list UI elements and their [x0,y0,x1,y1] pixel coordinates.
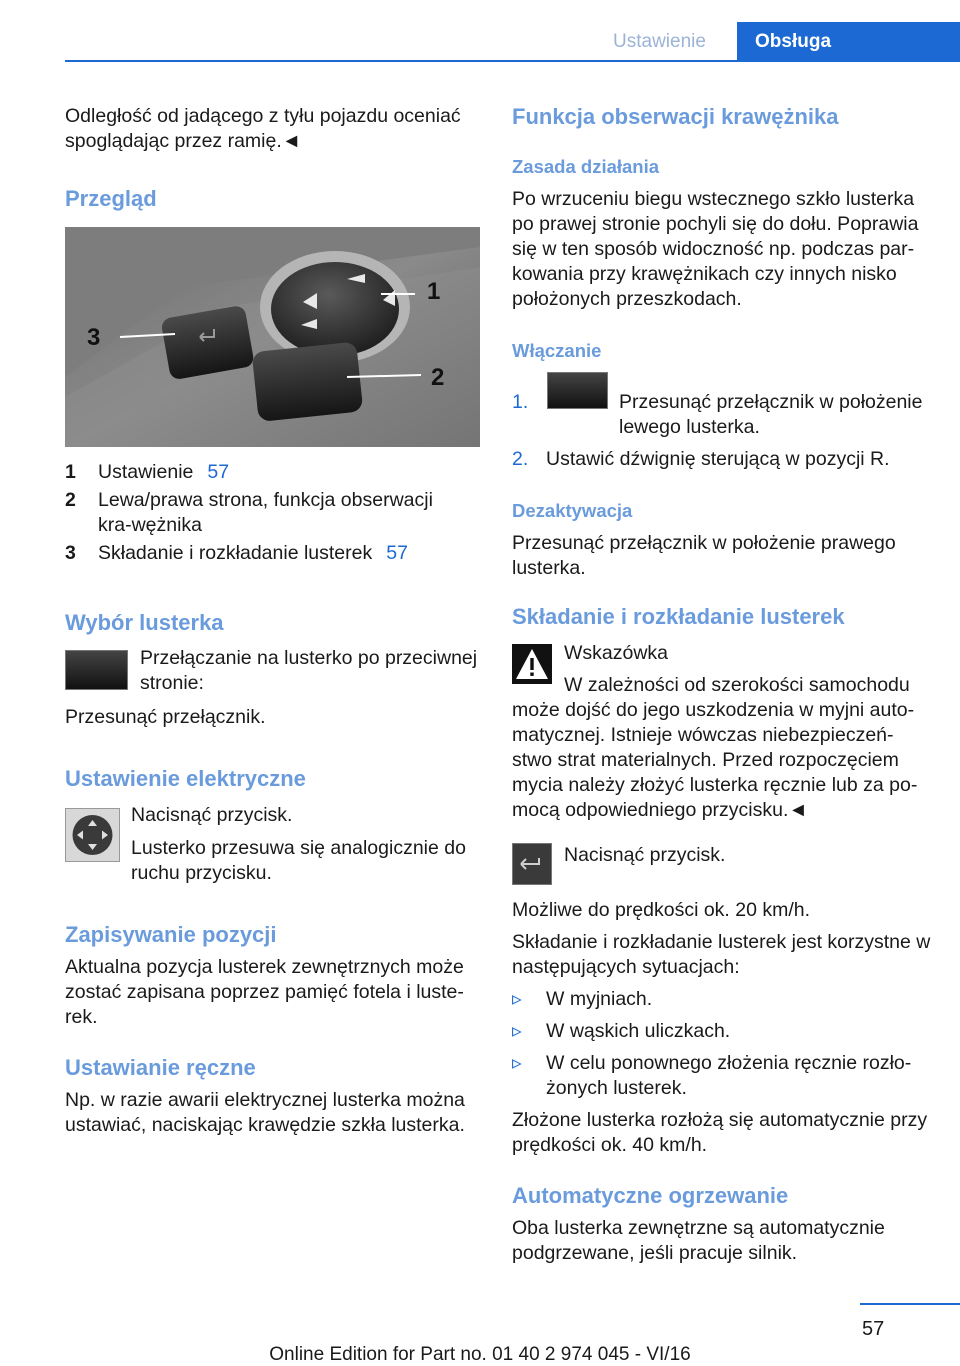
bullet-marker: ▹ [512,1020,522,1042]
electric-adjust-text2: Lusterko przesuwa się analogicznie do ruchu przycisku. [131,837,466,884]
step-number: 2. [512,448,529,470]
legend-number: 3 [65,542,76,564]
mirror-select-action: Przesunąć przełącznik. [65,706,266,728]
fold-press-text: Nacisnąć przycisk. [564,844,726,866]
deactivation-text: Przesunąć przełącznik w położenie prawego lusterka. [512,532,896,579]
heating-text: Oba lusterka zewnętrzne są automatycznie podgrzewane, jeśli pracuje silnik. [512,1217,885,1264]
fold-auto-text: Złożone lusterka rozłożą się automatycznie przy prędkości ok. 40 km/h. [512,1109,928,1156]
footer-edition: Online Edition for Part no. 01 40 2 974 045 - VI/16 [269,1344,691,1365]
legend-item [65,488,480,538]
legend-text: Ustawienie [98,461,194,483]
fold-mirrors-heading: Składanie i rozkładanie lusterek [512,604,845,629]
warning-text: W zależności od szerokości samochodu może dojść do jego uszkodzenia w myjni auto‐matycznej. Istnieje wówczas niebezpieczeń‐stwo strat materialnych. Przed rozpoczęciem mycia należy złożyć lusterka ręcznie lub za po‐mocą odpowiedniego przycisku.◄ [512,674,918,821]
electric-adjust-heading: Ustawienie elektryczne [65,766,306,791]
bullet-item: W wąskich uliczkach. [546,1020,731,1042]
overview-heading: Przegląd [65,186,157,211]
mirror-select-text: Przełączanie na lusterko po przeciwnej stronie: [140,647,478,694]
step-text: Ustawić dźwignię sterującą w pozycji R. [546,448,890,470]
principle-heading: Zasada działania [512,156,660,177]
selector-switch-icon [547,372,608,409]
page-ref-link[interactable]: 57 [386,542,408,564]
curb-function-heading: Funkcja obserwacji krawężnika [512,104,839,129]
mirror-switch-photo [65,227,480,447]
principle-text: Po wrzuceniu biegu wstecznego szkło lusterka po prawej stronie pochyli się do dołu. Poprawia się w ten sposób widoczność np. podczas par‐kowania przy krawężnikach czy innych nisko położonych przeszkodach. [512,188,919,310]
legend-item [65,541,480,566]
bullet-item: W myjniach. [546,988,653,1010]
step-number: 1. [512,391,529,413]
heating-heading: Automatyczne ogrzewanie [512,1183,789,1208]
deactivation-heading: Dezaktywacja [512,500,633,521]
footer-rule [860,1303,960,1305]
svg-text:3: 3 [87,324,101,351]
fold-useful-text: Składanie i rozkładanie lusterek jest korzystne w następujących sytuacjach: [512,931,931,978]
bullet-marker: ▹ [512,1052,522,1074]
legend-text: Składanie i rozkładanie lusterek [98,542,373,564]
legend-number: 2 [65,489,76,511]
fold-button-icon [512,843,552,885]
manual-adjust-text: Np. w razie awarii elektrycznej lusterka można ustawiać, naciskając krawędzie szkła lusterka. [65,1089,465,1136]
header-section-tab[interactable]: Ustawienie [613,31,706,52]
adjust-knob-icon [65,808,120,862]
save-position-text: Aktualna pozycja lusterek zewnętrznych może zostać zapisana poprzez pamięć fotela i luste‐rek. [65,956,464,1028]
save-position-heading: Zapisywanie pozycji [65,922,277,947]
page-number: 57 [862,1318,885,1340]
svg-text:2: 2 [431,364,445,391]
photo-legend [65,460,480,566]
legend-item [65,460,480,485]
manual-adjust-heading: Ustawianie ręczne [65,1055,256,1080]
selector-switch-icon [65,650,128,690]
warning-title: Wskazówka [564,642,669,664]
header-rule [65,60,960,62]
bullet-marker: ▹ [512,988,522,1010]
step-text: Przesunąć przełącznik w położenie lewego lusterka. [619,391,923,438]
fold-speed-text: Możliwe do prędkości ok. 20 km/h. [512,899,811,921]
bullet-item: W celu ponownego złożenia ręcznie rozło‐żonych lusterek. [546,1052,912,1099]
header-chapter-tab[interactable]: Obsługa [737,22,960,62]
electric-adjust-text1: Nacisnąć przycisk. [131,804,293,826]
mirror-select-heading: Wybór lusterka [65,610,224,635]
activation-heading: Włączanie [512,340,602,361]
legend-number: 1 [65,461,76,483]
svg-text:1: 1 [427,278,441,305]
legend-text: Lewa/prawa strona, funkcja obserwacji kra‐wężnika [98,489,433,536]
intro-text: Odległość od jadącego z tyłu pojazdu oceniać spoglądając przez ramię.◄ [65,105,461,152]
page-ref-link[interactable]: 57 [207,461,230,483]
